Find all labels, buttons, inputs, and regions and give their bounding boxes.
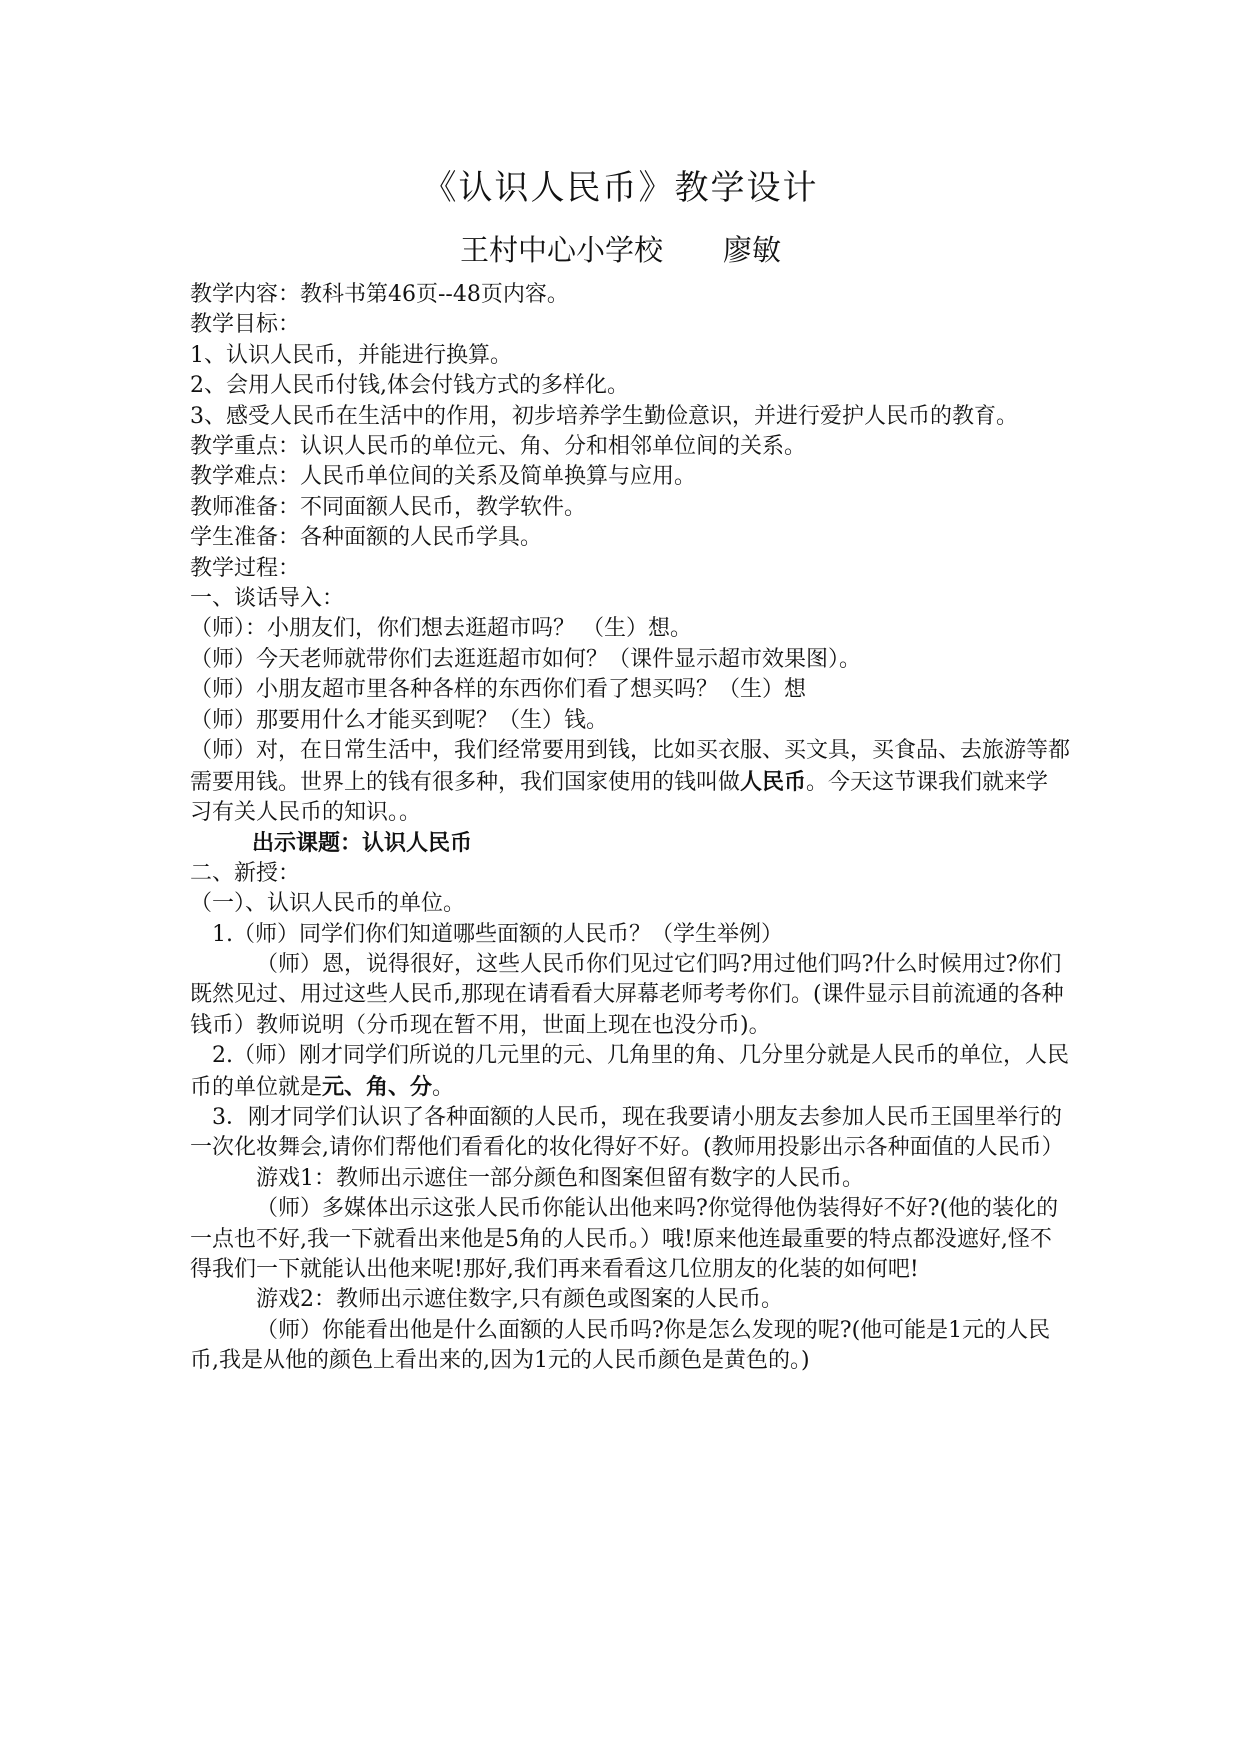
section-heading: 二、新授： xyxy=(190,860,301,886)
dialogue-line: （师）：小朋友们，你们想去逛超市吗？ （生）想。 xyxy=(190,616,692,642)
paragraph-text: 2.（师）刚才同学们所说的几元里的元、几角里的角、几分里分就是人民币的单位，人民币的单位就是 xyxy=(190,1043,1069,1100)
document-body xyxy=(190,280,1070,1377)
game-paragraph: （师）多媒体出示这张人民币你能认出他来吗?你觉得他伪装得好不好?(他的装化的一点也不好,我一下就看出来他是5角的人民币。）哦!原来他连最重要的特点都没遮好,怪不得我们一下就能认出他来呢!那好,我们再来看看这几位朋友的化装的如何吧! xyxy=(190,1196,1059,1282)
dialogue-line: （师）那要用什么才能买到呢？（生）钱。 xyxy=(190,707,609,733)
content-line: 教学内容：教科书第46页--48页内容。 xyxy=(190,282,569,307)
game-heading: 游戏2：教师出示遮住数字,只有颜色或图案的人民币。 xyxy=(256,1287,783,1313)
content-line: 2、会用人民币付钱,体会付钱方式的多样化。 xyxy=(190,373,629,399)
document-title: 《认识人民币》教学设计 xyxy=(422,168,819,208)
author-name: 廖敏 xyxy=(723,233,782,267)
content-line: 教师准备：不同面额人民币，教学软件。 xyxy=(190,494,587,520)
content-line: 3、感受人民币在生活中的作用，初步培养学生勤俭意识，并进行爱护人民币的教育。 xyxy=(190,403,1018,429)
content-line: 1、认识人民币，并能进行换算。 xyxy=(190,342,512,368)
dialogue-line: （师）今天老师就带你们去逛逛超市如何？（课件显示超市效果图）。 xyxy=(190,646,862,672)
content-line: 教学难点：人民币单位间的关系及简单换算与应用。 xyxy=(190,464,697,490)
game-heading: 游戏1：教师出示遮住一部分颜色和图案但留有数字的人民币。 xyxy=(256,1165,864,1191)
paragraph-text: （师）对，在日常生活中，我们经常要用到钱，比如买衣服、买文具，买食品、去旅游等都需要用钱。世界上的钱有很多种，我们国家使用的钱叫做 xyxy=(190,738,1071,795)
content-line: 教学过程： xyxy=(190,555,301,581)
question-paragraph: （师）恩，说得很好，这些人民币你们见过它们吗?用过他们吗?什么时候用过?你们既然见过、用过这些人民币,那现在请看看大屏幕老师考考你们。(课件显示目前流通的各种钱币）教师说明（分币现在暂不用，世面上现在也没分币)。 xyxy=(190,951,1064,1038)
topic-heading: 出示课题：认识人民币 xyxy=(252,830,473,857)
question-paragraph xyxy=(190,1041,1070,1103)
emphasis-text: 人民币 xyxy=(740,768,807,795)
paragraph-text: 。今天这节课我们就来学习有关人民币的知识。。 xyxy=(190,769,1049,825)
section-heading: 一、谈话导入： xyxy=(190,586,345,612)
question-paragraph: 1.（师）同学们你们知道哪些面额的人民币？（学生举例） xyxy=(212,921,783,947)
paragraph-text: 。 xyxy=(432,1074,455,1100)
content-line: 教学目标： xyxy=(190,312,301,338)
subsection-heading: （一）、认识人民币的单位。 xyxy=(190,891,466,917)
dialogue-line: （师）小朋友超市里各种各样的东西你们看了想买吗？（生）想 xyxy=(190,677,807,703)
game-paragraph: （师）你能看出他是什么面额的人民币吗?你是怎么发现的呢?(他可能是1元的人民币,我是从他的颜色上看出来的,因为1元的人民币颜色是黄色的。) xyxy=(190,1317,1051,1374)
author-line xyxy=(0,228,1241,269)
content-line: 学生准备：各种面额的人民币学具。 xyxy=(190,525,543,551)
dialogue-paragraph xyxy=(190,736,1070,828)
school-name: 王村中心小学校 xyxy=(459,233,663,267)
emphasis-text: 元、角、分 xyxy=(322,1073,433,1100)
content-line: 教学重点：认识人民币的单位元、角、分和相邻单位间的关系。 xyxy=(190,434,807,460)
question-paragraph: 3．刚才同学们认识了各种面额的人民币，现在我要请小朋友去参加人民币王国里举行的一次化妆舞会,请你们帮他们看看化的妆化得好不好。(教师用投影出示各种面值的人民币） xyxy=(190,1104,1064,1161)
